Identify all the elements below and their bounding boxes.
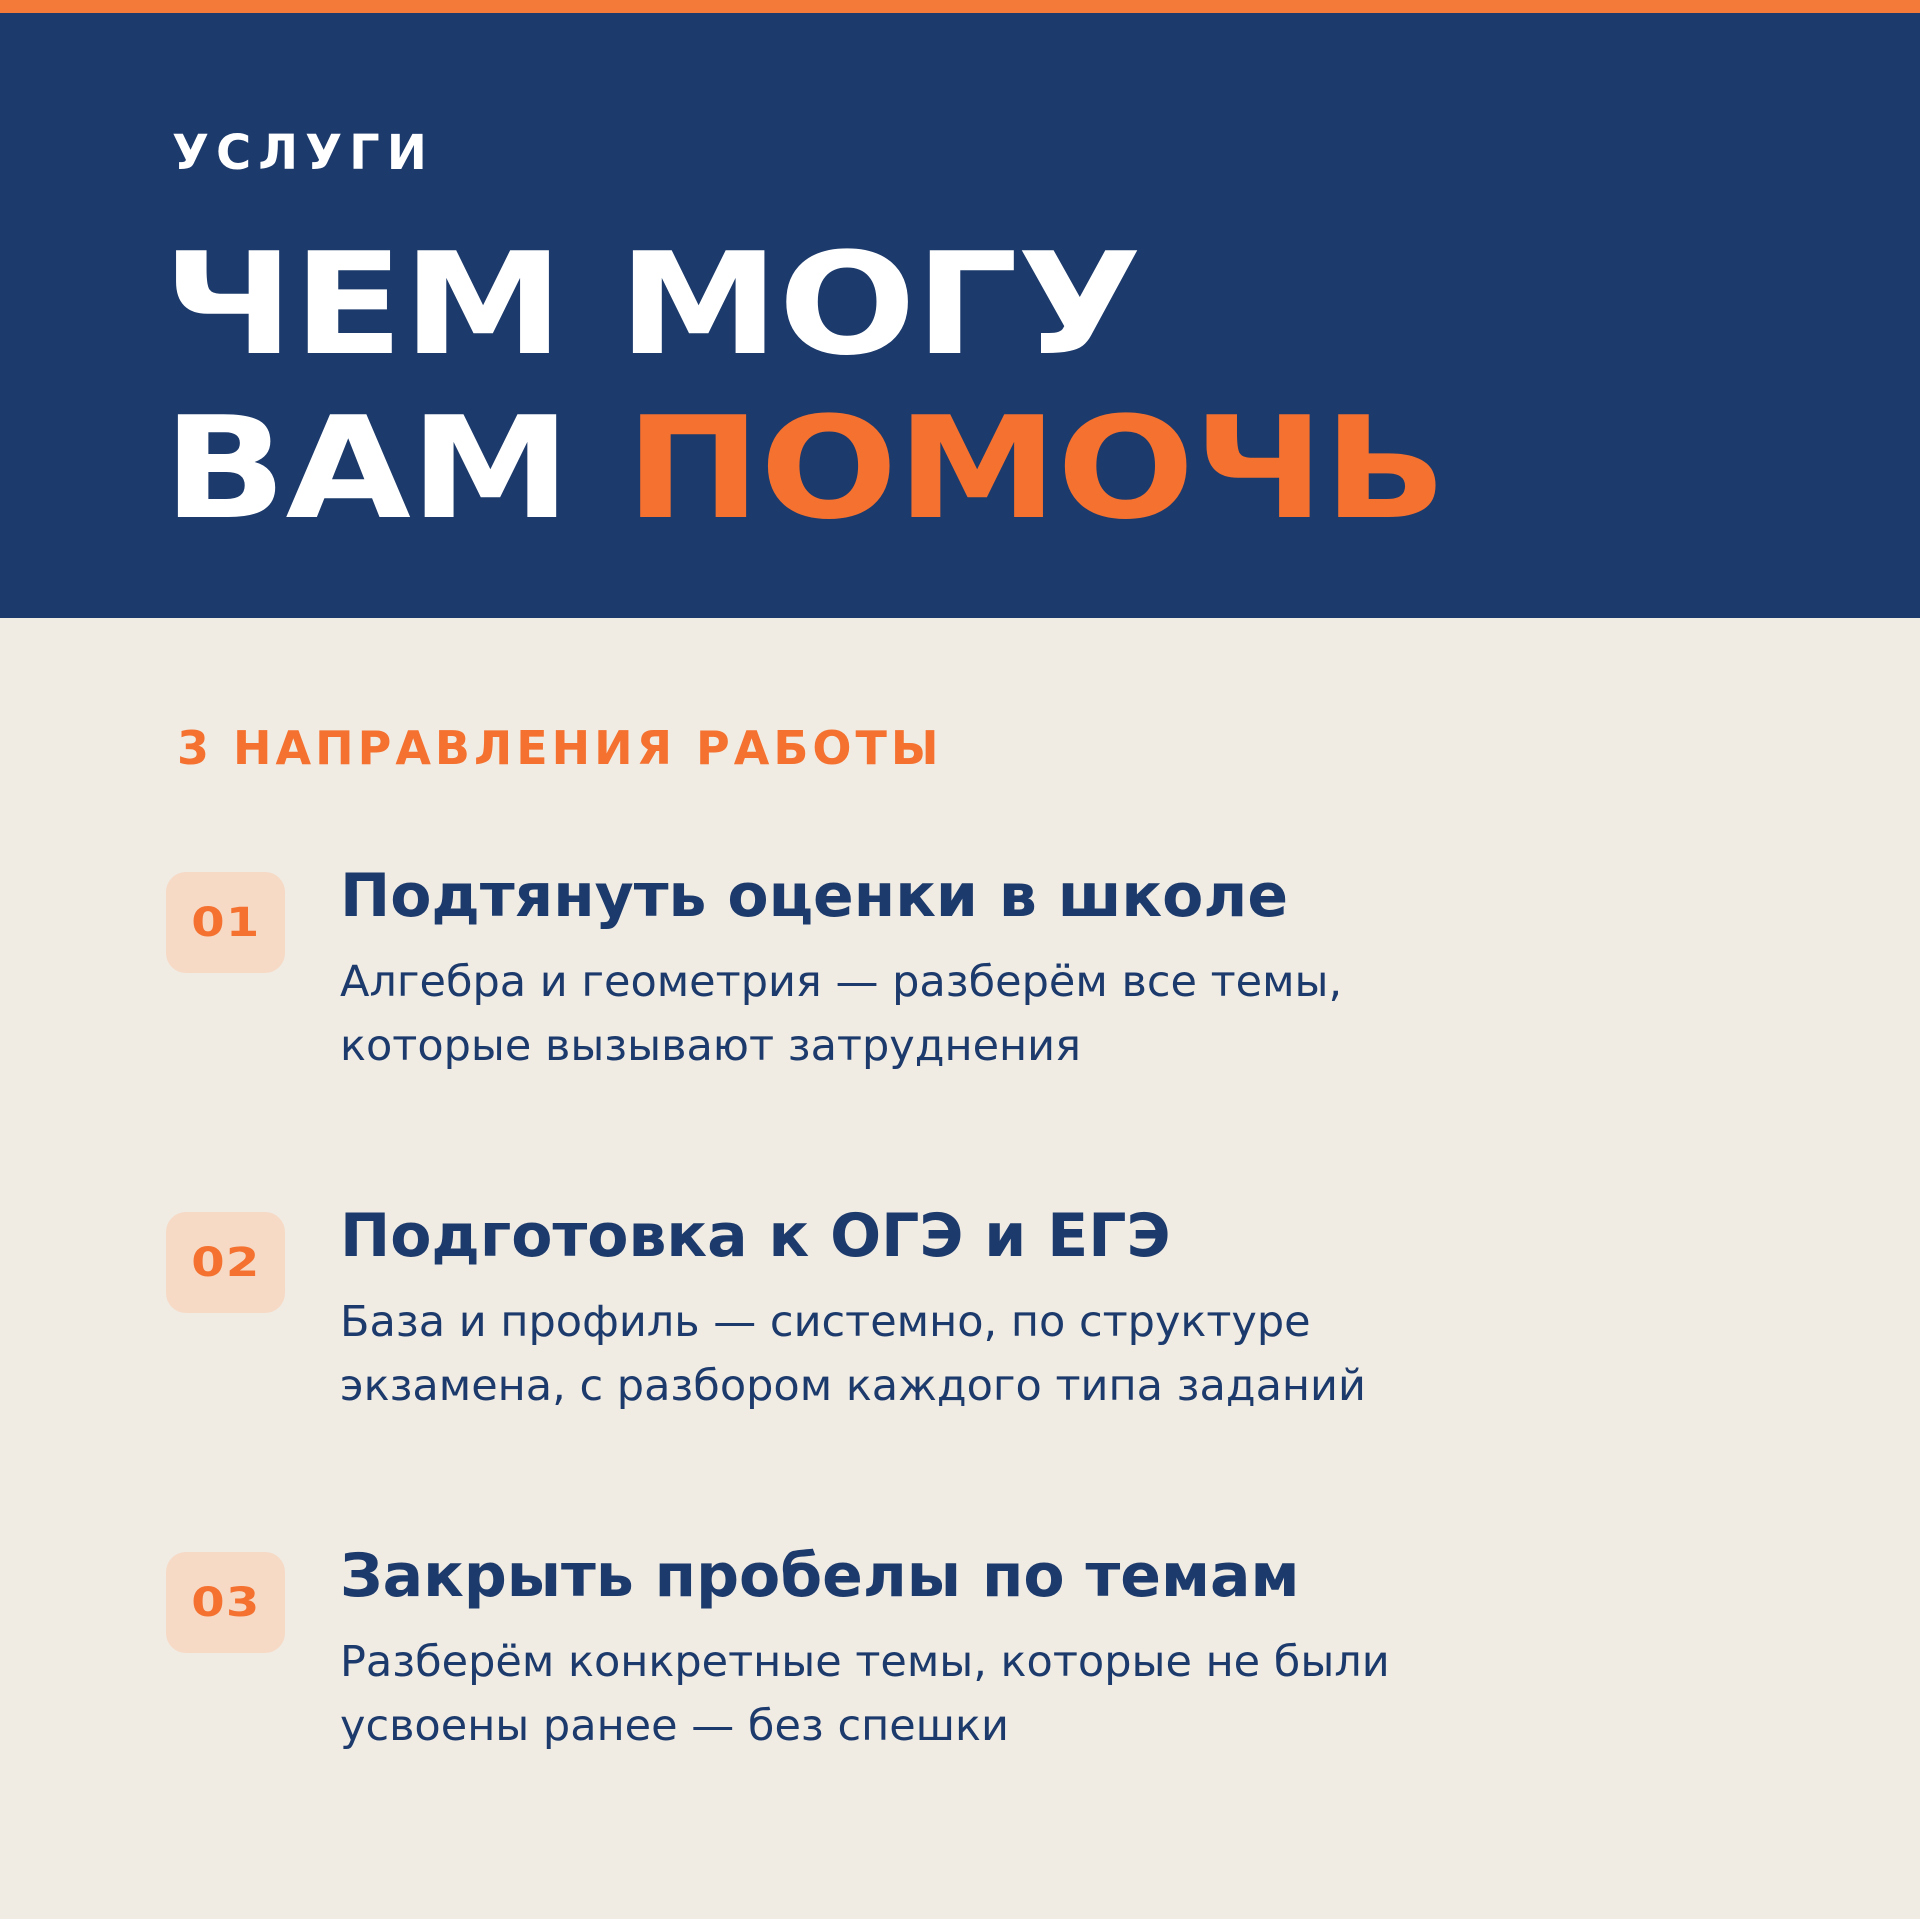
service-title: Подготовка к ОГЭ и ЕГЭ bbox=[340, 1201, 1171, 1271]
number-badge-text: 02 bbox=[190, 1239, 261, 1286]
number-badge-text: 01 bbox=[190, 899, 261, 946]
page-title bbox=[163, 223, 1446, 551]
service-description bbox=[340, 950, 1640, 1078]
service-description-line-1: Разберём конкретные темы, которые не были bbox=[340, 1637, 1390, 1687]
service-description bbox=[340, 1630, 1640, 1758]
number-badge-text: 03 bbox=[190, 1579, 261, 1626]
header-banner bbox=[0, 13, 1920, 618]
service-description-line-2: экзамена, с разбором каждого типа заданий bbox=[340, 1361, 1366, 1411]
service-description bbox=[340, 1290, 1640, 1418]
service-description-line-1: База и профиль — системно, по структуре bbox=[340, 1297, 1311, 1347]
service-title: Закрыть пробелы по темам bbox=[340, 1541, 1300, 1611]
top-accent-stripe bbox=[0, 0, 1920, 13]
section-label: 3 НАПРАВЛЕНИЯ РАБОТЫ bbox=[177, 721, 943, 775]
headline-line-2-accent: ПОМОЧЬ bbox=[625, 387, 1446, 551]
number-badge bbox=[166, 1552, 285, 1653]
service-description-line-1: Алгебра и геометрия — разберём все темы, bbox=[340, 957, 1343, 1007]
number-badge bbox=[166, 1212, 285, 1313]
service-description-line-2: которые вызывают затруднения bbox=[340, 1021, 1081, 1071]
service-title: Подтянуть оценки в школе bbox=[340, 861, 1289, 931]
headline-line-1: ЧЕМ МОГУ bbox=[163, 223, 1141, 387]
eyebrow-label: УСЛУГИ bbox=[172, 125, 434, 181]
service-description-line-2: усвоены ранее — без спешки bbox=[340, 1701, 1009, 1751]
headline-line-2-white: ВАМ bbox=[163, 387, 570, 551]
number-badge bbox=[166, 872, 285, 973]
